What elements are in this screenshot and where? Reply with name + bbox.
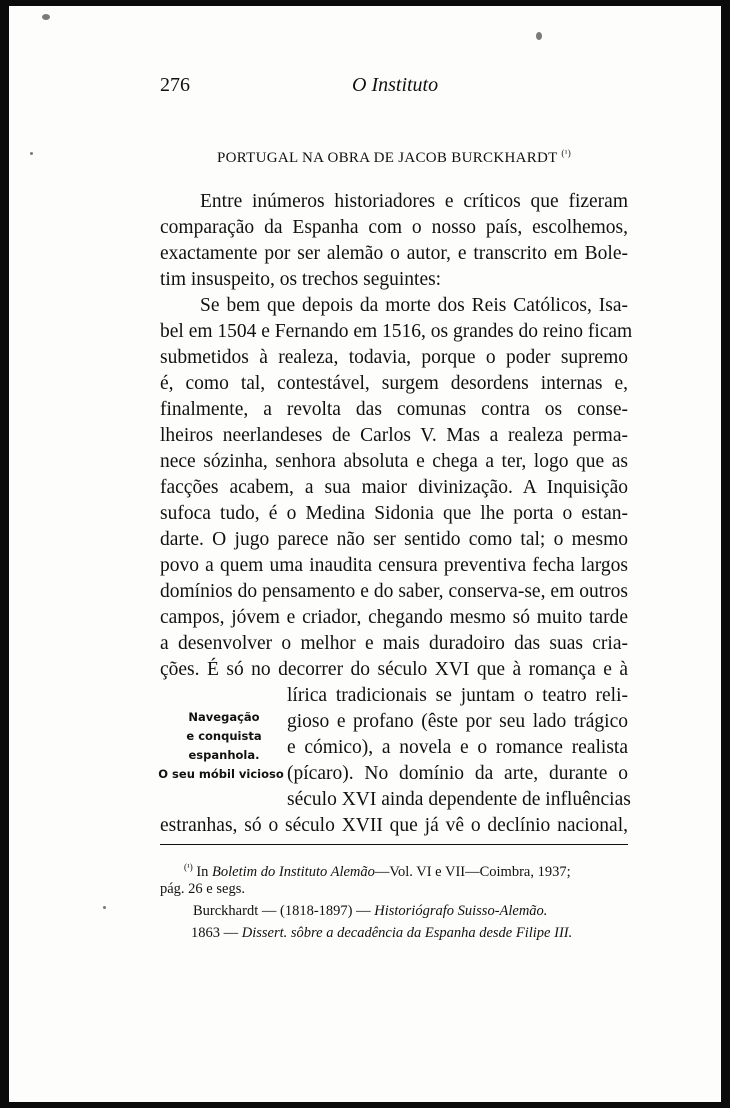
scan-speck (103, 906, 106, 909)
footnote-1-title: Boletim do Instituto Alemão (212, 863, 375, 880)
body-line: gioso e profano (êste por seu lado trágico (287, 711, 628, 732)
scan-speck (536, 32, 542, 40)
body-line: darte. O jugo parece não ser sentido como tal; o mesmo (160, 529, 628, 550)
footnote-separator (160, 844, 628, 845)
footnote-2-role: Historiógrafo Suisso-Alemão. (374, 903, 548, 919)
body-line: finalmente, a revolta das comunas contra os conse- (160, 399, 628, 420)
body-line: Entre inúmeros historiadores e críticos que fizeram (200, 191, 628, 212)
footnote-3 (191, 922, 572, 944)
footnote-2-dates: — (1818-1897) — (261, 903, 371, 919)
footnote-3-year: 1863 — (191, 925, 239, 941)
body-line: (pícaro). No domínio da arte, durante o (287, 763, 628, 784)
body-line: estranhas, só o século XVII que já vê o declínio nacional, (160, 815, 628, 836)
article-title-text: PORTUGAL NA OBRA DE JACOB BURCKHARDT (216, 150, 558, 166)
footnote-2-name: Burckhardt (193, 903, 259, 919)
body-line: tim insuspeito, os trechos seguintes: (160, 269, 442, 290)
body-line: comparação da Espanha com o nosso país, escolhemos, (160, 217, 628, 238)
footnote-mark: (¹) (561, 148, 572, 158)
footnote-1-prefix: In (196, 863, 209, 880)
marginal-note-line: e conquista (186, 729, 262, 743)
footnote-1-mark: (¹) (184, 862, 193, 872)
scan-speck (42, 14, 50, 20)
body-line: campos, jóvem e criador, chegando mesmo só muito tarde (160, 607, 628, 628)
footnote-3-title: Dissert. sôbre a decadência da Espanha desde Filipe III. (241, 925, 573, 941)
marginal-note-line: espanhola. (188, 748, 260, 762)
footnote-1-rest: —Vol. VI e VII—Coimbra, 1937; (374, 863, 571, 880)
marginal-note-line: Navegação (188, 710, 260, 724)
page-number: 276 (160, 74, 190, 96)
body-line: é, como tal, contestável, surgem desordens internas e, (160, 373, 628, 394)
body-line: a desenvolver o melhor e mais duradoiro das suas cria- (160, 633, 628, 654)
body-line: facções acabem, a sua maior divinização. A Inquisição (160, 477, 628, 498)
body-line: submetidos à realeza, todavia, porque o poder supremo (160, 347, 628, 368)
article-title (160, 148, 628, 167)
body-line: povo a quem uma inaudita censura preventiva fecha largos (160, 555, 628, 576)
marginal-note-line: O seu móbil vicioso (158, 767, 284, 781)
body-line: e cómico), a novela e o romance realista (287, 737, 628, 758)
body-line: século XVI ainda dependente de influências (287, 789, 631, 810)
body-line: domínios do pensamento e do saber, conserva-se, em outros (160, 581, 628, 602)
body-line: exactamente por ser alemão o autor, e transcrito em Bole- (160, 243, 628, 264)
body-line: lírica tradicionais se juntam o teatro reli- (287, 685, 628, 706)
body-line: bel em 1504 e Fernando em 1516, os grandes do reino ficam (160, 321, 633, 342)
running-header (160, 74, 628, 102)
footnote-1-continuation: pág. 26 e segs. (160, 881, 245, 897)
footnote-2 (193, 900, 547, 922)
marginal-note (158, 708, 286, 784)
body-line: ções. É só no decorrer do século XVI que à romança e à (160, 659, 628, 680)
body-line: nece sózinha, senhora absoluta e chega a ter, logo que as (160, 451, 628, 472)
body-line: sufoca tudo, é o Medina Sidonia que lhe porta o estan- (160, 503, 628, 524)
body-line: Se bem que depois da morte dos Reis Católicos, Isa- (200, 295, 628, 316)
running-title: O Instituto (352, 74, 439, 96)
scan-speck (30, 152, 33, 155)
body-line: lheiros neerlandeses de Carlos V. Mas a realeza perma- (160, 425, 628, 446)
